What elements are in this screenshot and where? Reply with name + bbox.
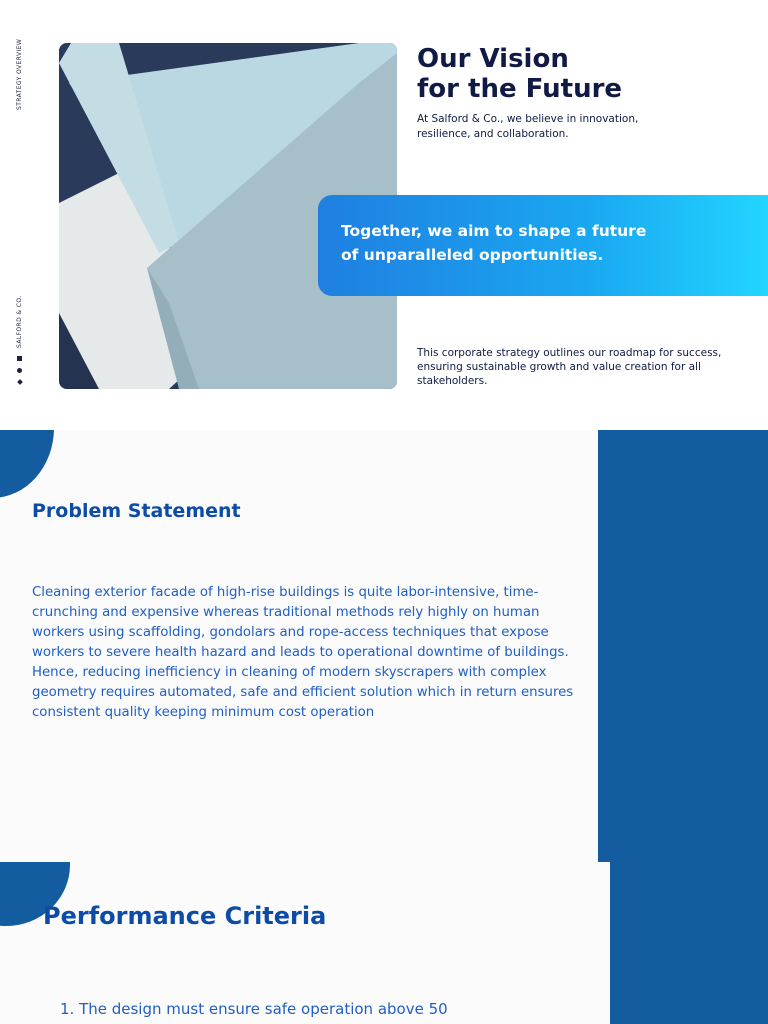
square-dot-icon [17, 356, 22, 361]
circle-dot-icon [17, 368, 22, 373]
vision-title [417, 44, 737, 104]
vision-callout [318, 195, 768, 296]
slide-vision [0, 0, 768, 430]
slide-performance-criteria [0, 862, 768, 1024]
corner-arc-shape [0, 430, 54, 498]
vision-title-line2: for the Future [417, 74, 623, 104]
problem-statement-title: Problem Statement [32, 500, 241, 522]
decorative-dots [16, 356, 24, 391]
side-label-company: SALFORD & CO. [16, 295, 23, 348]
problem-statement-body: Cleaning exterior facade of high-rise buildings is quite labor-intensive, time-crunching and expensive whereas traditional methods rely highly on human workers using scaffolding, gondolars and rope-access techniques that expose workers to severe health hazard and leads to operational downtime of buildings. Hence, reducing inefficiency in cleaning of modern skyscrapers with complex geometry requires automated, safe and efficient solution which in return ensures consistent quality keeping minimum cost operation [32, 585, 574, 720]
callout-line2: of unparalleled opportunities. [341, 246, 604, 264]
vision-title-line1: Our Vision [417, 44, 569, 74]
vision-body: This corporate strategy outlines our roadmap for success, ensuring sustainable growth and value creation for all stakeholders. [417, 347, 722, 387]
diamond-dot-icon [17, 379, 23, 385]
side-accent-bar [610, 862, 768, 1024]
side-label-strategy: STRATEGY OVERVIEW [16, 38, 23, 110]
slide-problem-statement [0, 430, 768, 862]
callout-line1: Together, we aim to shape a future [341, 222, 647, 240]
criteria-item-1: 1. The design must ensure safe operation above 50 [60, 1000, 448, 1018]
vision-intro: At Salford & Co., we believe in innovation, resilience, and collaboration. [417, 113, 639, 140]
side-accent-bar [598, 430, 768, 862]
performance-criteria-title: Performance Criteria [43, 902, 327, 930]
